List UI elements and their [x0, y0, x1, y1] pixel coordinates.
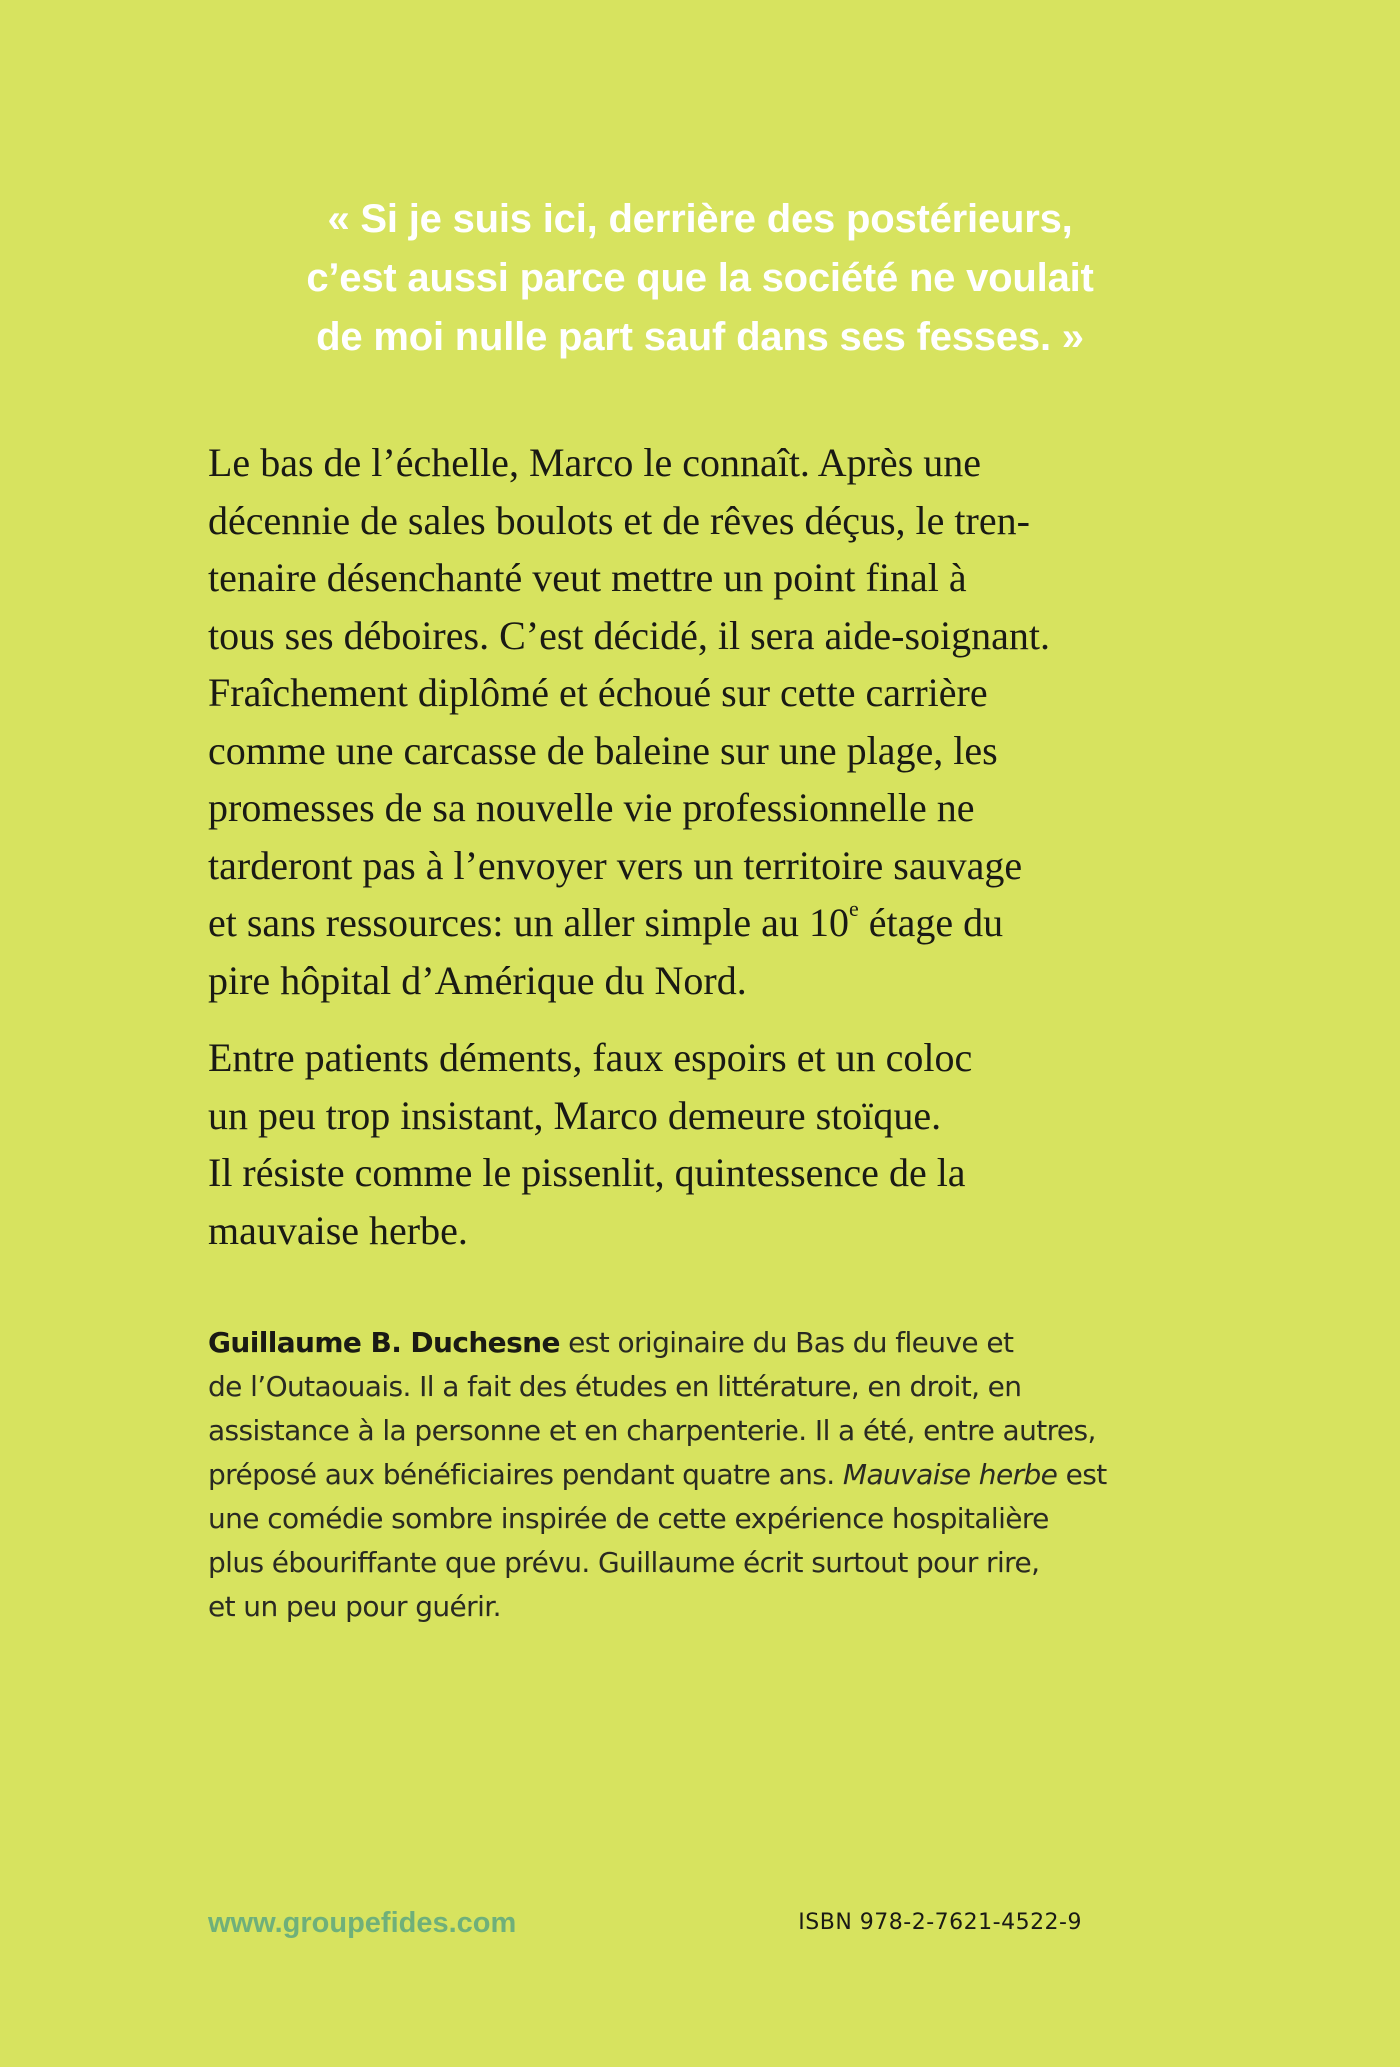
synopsis-paragraph-1	[208, 434, 1096, 1009]
author-name: Guillaume B. Duchesne	[208, 1326, 560, 1359]
synopsis-line: pire hôpital d’Amérique du Nord.	[208, 957, 747, 1003]
author-bio	[208, 1321, 1108, 1629]
synopsis-line	[208, 894, 1096, 952]
synopsis-text: étage du	[858, 900, 1004, 945]
synopsis-line: Le bas de l’échelle, Marco le connaît. Après une	[208, 440, 982, 485]
publisher-website: www.groupefides.com	[208, 1907, 517, 1939]
synopsis-line: tenaire désenchanté veut mettre un point final à	[208, 555, 967, 600]
synopsis-line: Entre patients déments, faux espoirs et un coloc	[208, 1035, 973, 1080]
quote-line: de moi nulle part sauf dans ses fesses. »	[316, 315, 1084, 359]
synopsis-text: et sans ressources: un aller simple au 10	[208, 900, 849, 945]
synopsis	[208, 434, 1096, 1279]
bio-line: une comédie sombre inspirée de cette expérience hospitalière	[208, 1502, 1049, 1535]
quote-line: c’est aussi parce que la société ne voulait	[306, 256, 1094, 300]
synopsis-paragraph-2	[208, 1029, 1096, 1259]
bio-text: est	[1057, 1458, 1107, 1491]
synopsis-line: comme une carcasse de baleine sur une plage, les	[208, 727, 998, 773]
synopsis-line: Fraîchement diplômé et échoué sur cette carrière	[208, 670, 988, 715]
bio-line: de l’Outaouais. Il a fait des études en littérature, en droit, en	[208, 1370, 1022, 1403]
book-title: Mauvaise herbe	[842, 1458, 1058, 1491]
synopsis-line: un peu trop insistant, Marco demeure stoïque.	[208, 1092, 942, 1138]
isbn-number: ISBN 978-2-7621-4522-9	[798, 1910, 1082, 1935]
bio-text: est originaire du Bas du fleuve et	[559, 1326, 1014, 1359]
pull-quote	[150, 190, 1250, 367]
ordinal-superscript: e	[848, 896, 859, 922]
bio-line	[208, 1321, 1108, 1365]
synopsis-line: tarderont pas à l’envoyer vers un territoire sauvage	[208, 842, 1023, 888]
quote-line: « Si je suis ici, derrière des postérieurs,	[327, 197, 1073, 241]
synopsis-line: tous ses déboires. C’est décidé, il sera aide-soignant.	[208, 612, 1050, 658]
bio-text: préposé aux bénéficiaires pendant quatre ans.	[208, 1458, 843, 1491]
bio-line: assistance à la personne et en charpenterie. Il a été, entre autres,	[208, 1414, 1096, 1447]
bio-line: plus ébouriffante que prévu. Guillaume écrit surtout pour rire,	[208, 1546, 1040, 1579]
bio-line	[208, 1453, 1108, 1497]
synopsis-line: promesses de sa nouvelle vie professionnelle ne	[208, 785, 975, 830]
synopsis-line: Il résiste comme le pissenlit, quintessence de la	[208, 1150, 966, 1195]
synopsis-line: mauvaise herbe.	[208, 1207, 468, 1253]
synopsis-line: décennie de sales boulots et de rêves déçus, le tren-	[208, 497, 1030, 543]
bio-line: et un peu pour guérir.	[208, 1590, 501, 1623]
